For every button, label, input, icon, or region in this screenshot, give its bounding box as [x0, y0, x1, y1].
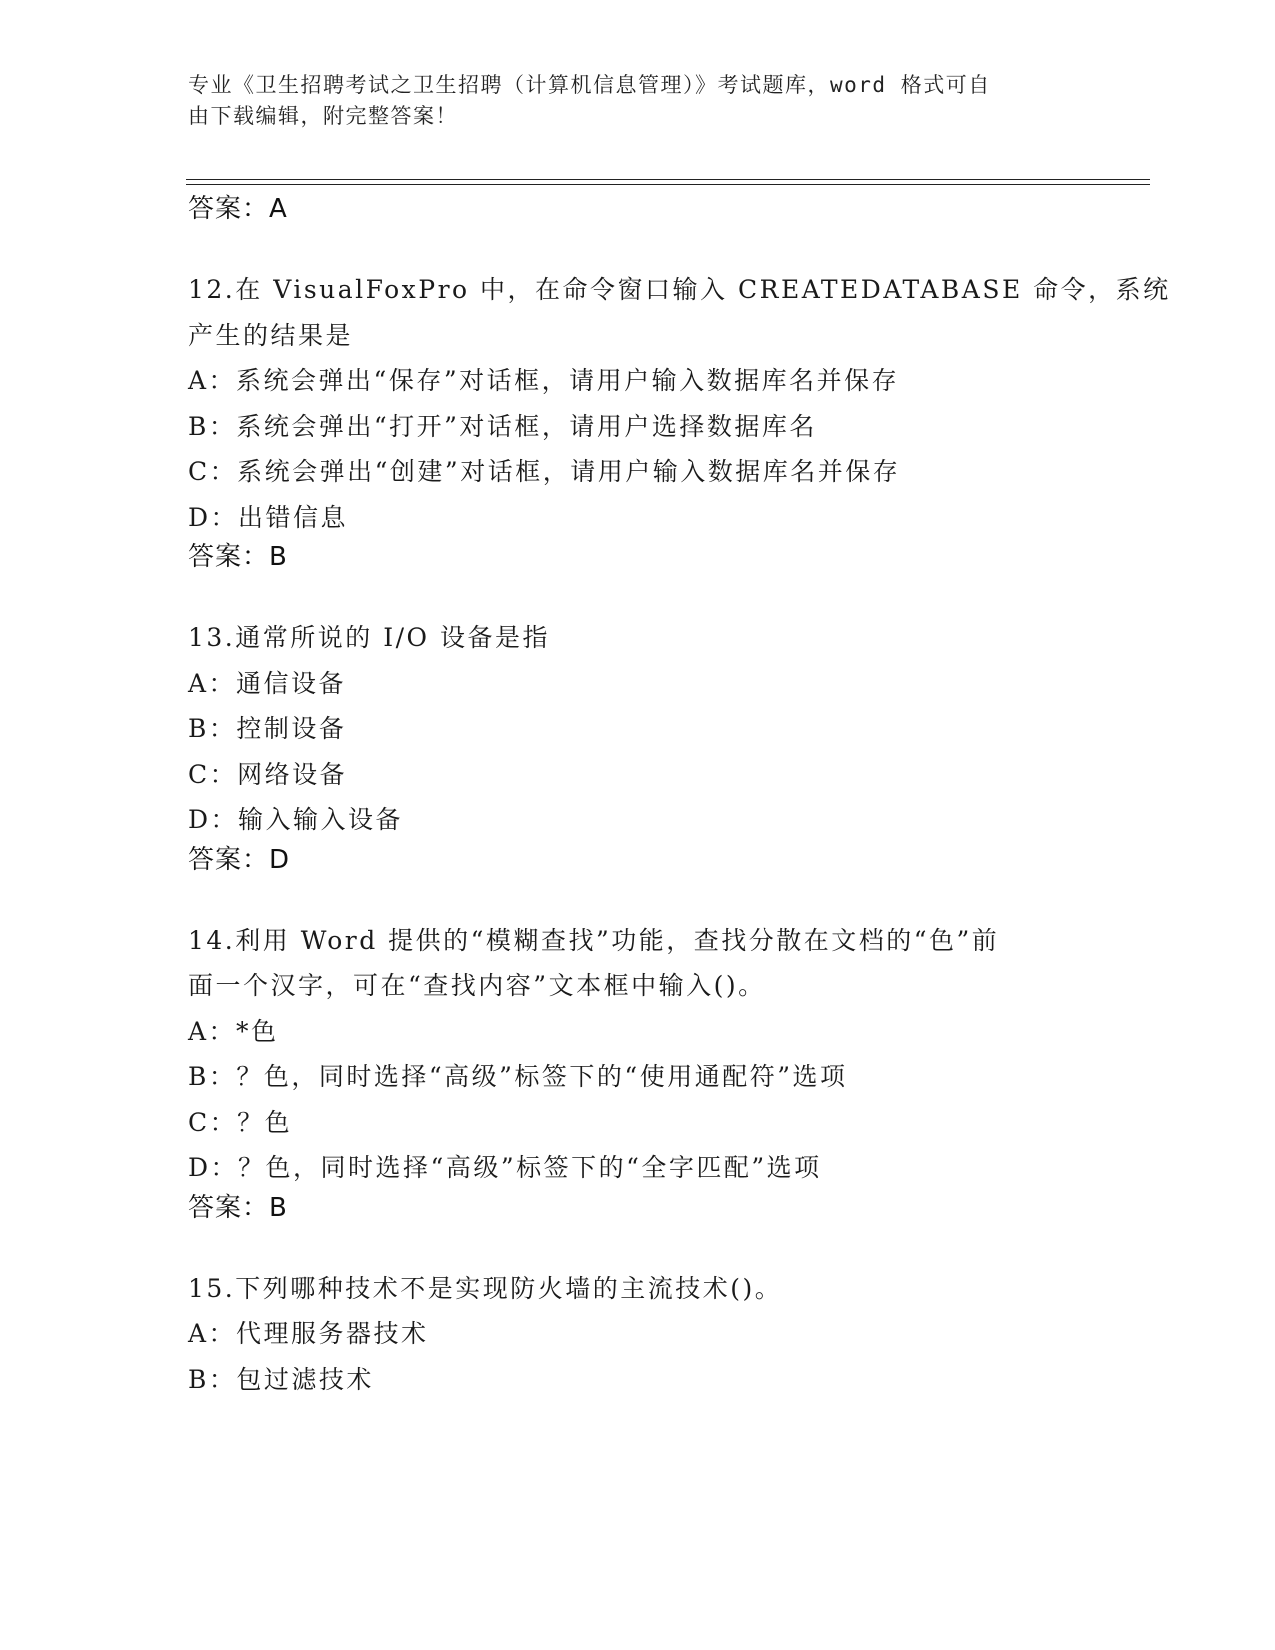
question-14	[188, 918, 1138, 1225]
question-text: 面一个汉字，可在“查找内容”文本框中输入()。	[188, 971, 766, 1000]
question-text: 产生的结果是	[188, 320, 354, 350]
spacer	[188, 1225, 1138, 1266]
option-d: D：出错信息	[188, 502, 349, 532]
question-text: 12.在 VisualFoxPro 中，在命令窗口输入 CREATEDATABASE 命令，系统	[188, 275, 1171, 304]
option-a: A：*色	[188, 1016, 279, 1046]
header-line-2: 由下载编辑，附完整答案！	[188, 104, 458, 128]
option-a: A：代理服务器技术	[188, 1319, 429, 1348]
header-rule-top	[186, 179, 1150, 180]
option-b: B：？色，同时选择“高级”标签下的“使用通配符”选项	[188, 1062, 848, 1091]
header-line-1: 专业《卫生招聘考试之卫生招聘（计算机信息管理）》考试题库，word 格式可自	[188, 73, 991, 97]
question-15	[188, 1266, 1138, 1403]
document-header	[188, 70, 1088, 132]
question-text: 15.下列哪种技术不是实现防火墙的主流技术()。	[188, 1273, 783, 1303]
question-text: 13.通常所说的 I/O 设备是指	[188, 623, 550, 652]
header-rule-bottom	[186, 184, 1150, 185]
option-a: A：通信设备	[188, 668, 347, 698]
option-b: B：控制设备	[188, 714, 347, 743]
option-a: A：系统会弹出“保存”对话框，请用户输入数据库名并保存	[188, 366, 900, 395]
answer-previous: 答案：A	[188, 194, 288, 224]
question-12	[188, 267, 1171, 574]
answer: 答案：D	[188, 844, 291, 875]
option-b: B：系统会弹出“打开”对话框，请用户选择数据库名	[188, 411, 817, 441]
option-d: D：输入输入设备	[188, 805, 404, 834]
spacer	[188, 226, 1138, 267]
spacer	[188, 574, 1138, 615]
answer: 答案：B	[188, 542, 288, 572]
spacer	[188, 877, 1138, 918]
option-c: C：网络设备	[188, 759, 348, 789]
question-13	[188, 615, 1138, 877]
question-text: 14.利用 Word 提供的“模糊查找”功能，查找分散在文档的“色”前	[188, 925, 1000, 955]
option-c: C：？色	[188, 1107, 293, 1137]
option-c: C：系统会弹出“创建”对话框，请用户输入数据库名并保存	[188, 457, 901, 486]
option-d: D：？色，同时选择“高级”标签下的“全字匹配”选项	[188, 1153, 822, 1182]
document-body	[188, 192, 1171, 1402]
option-b: B：包过滤技术	[188, 1364, 374, 1394]
answer: 答案：B	[188, 1192, 288, 1223]
